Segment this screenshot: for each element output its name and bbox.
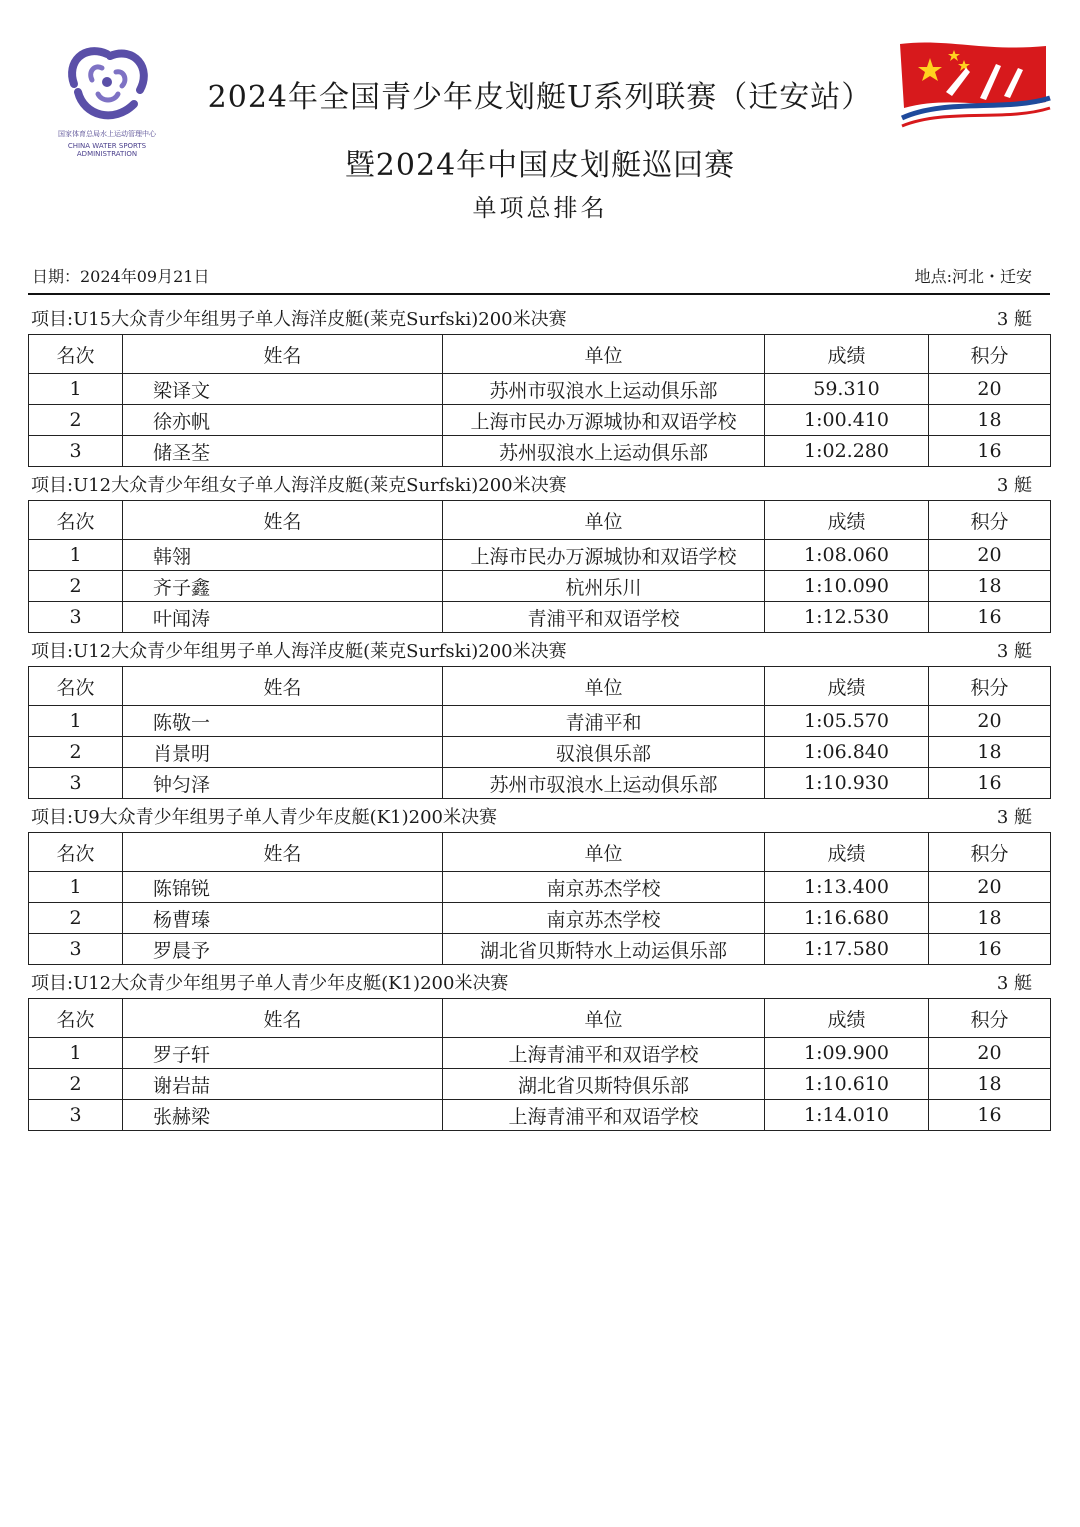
rank-cell: 3 xyxy=(29,768,123,799)
result-cell: 1:14.010 xyxy=(765,1100,929,1131)
event-header xyxy=(28,632,1050,666)
rank-cell: 1 xyxy=(29,872,123,903)
name-cell: 徐亦帆 xyxy=(123,405,443,436)
name-cell: 钟匀泽 xyxy=(123,768,443,799)
logo-caption-cn: 国家体育总局水上运动管理中心 xyxy=(58,130,156,138)
unit-cell: 青浦平和 xyxy=(443,706,765,737)
column-header-rank: 名次 xyxy=(29,501,123,540)
table-row xyxy=(29,872,1051,903)
result-cell: 1:13.400 xyxy=(765,872,929,903)
result-cell: 1:05.570 xyxy=(765,706,929,737)
column-header-rank: 名次 xyxy=(29,667,123,706)
name-cell: 陈敬一 xyxy=(123,706,443,737)
rank-cell: 3 xyxy=(29,934,123,965)
result-cell: 1:02.280 xyxy=(765,436,929,467)
name-cell: 罗子轩 xyxy=(123,1038,443,1069)
rank-cell: 1 xyxy=(29,374,123,405)
name-cell: 肖景明 xyxy=(123,737,443,768)
unit-cell: 南京苏杰学校 xyxy=(443,872,765,903)
event-section xyxy=(28,632,1050,798)
table-header-row xyxy=(29,335,1051,374)
table-header-row xyxy=(29,999,1051,1038)
event-title: 项目:U12大众青少年组男子单人海洋皮艇(莱克Surfski)200米决赛 xyxy=(31,641,567,662)
unit-cell: 杭州乐川 xyxy=(443,571,765,602)
unit-cell: 上海青浦平和双语学校 xyxy=(443,1100,765,1131)
column-header-rank: 名次 xyxy=(29,999,123,1038)
column-header-name: 姓名 xyxy=(123,833,443,872)
table-header-row xyxy=(29,501,1051,540)
name-cell: 张赫梁 xyxy=(123,1100,443,1131)
rank-cell: 3 xyxy=(29,436,123,467)
column-header-points: 积分 xyxy=(929,999,1051,1038)
unit-cell: 驭浪俱乐部 xyxy=(443,737,765,768)
table-row xyxy=(29,571,1051,602)
points-cell: 18 xyxy=(929,571,1051,602)
boat-count: 3 艇 xyxy=(996,641,1032,662)
points-cell: 16 xyxy=(929,934,1051,965)
points-cell: 18 xyxy=(929,1069,1051,1100)
table-row xyxy=(29,706,1051,737)
event-title: 项目:U12大众青少年组男子单人青少年皮艇(K1)200米决赛 xyxy=(31,973,509,994)
unit-cell: 苏州市驭浪水上运动俱乐部 xyxy=(443,374,765,405)
points-cell: 18 xyxy=(929,737,1051,768)
column-header-unit: 单位 xyxy=(443,999,765,1038)
column-header-name: 姓名 xyxy=(123,335,443,374)
points-cell: 20 xyxy=(929,540,1051,571)
column-header-points: 积分 xyxy=(929,667,1051,706)
table-row xyxy=(29,540,1051,571)
column-header-name: 姓名 xyxy=(123,667,443,706)
results-table xyxy=(28,832,1051,965)
rank-cell: 3 xyxy=(29,602,123,633)
name-cell: 韩翎 xyxy=(123,540,443,571)
result-cell: 1:08.060 xyxy=(765,540,929,571)
column-header-unit: 单位 xyxy=(443,667,765,706)
table-row xyxy=(29,602,1051,633)
column-header-points: 积分 xyxy=(929,501,1051,540)
column-header-result: 成绩 xyxy=(765,667,929,706)
table-row xyxy=(29,934,1051,965)
rank-cell: 1 xyxy=(29,706,123,737)
logo-caption-en-1: CHINA WATER SPORTS xyxy=(67,142,147,150)
result-cell: 1:16.680 xyxy=(765,903,929,934)
points-cell: 16 xyxy=(929,1100,1051,1131)
rank-cell: 2 xyxy=(29,903,123,934)
event-section xyxy=(28,300,1050,466)
points-cell: 18 xyxy=(929,903,1051,934)
column-header-rank: 名次 xyxy=(29,335,123,374)
rank-cell: 2 xyxy=(29,405,123,436)
rank-cell: 1 xyxy=(29,540,123,571)
table-row xyxy=(29,1038,1051,1069)
points-cell: 20 xyxy=(929,1038,1051,1069)
name-cell: 齐子鑫 xyxy=(123,571,443,602)
rank-cell: 2 xyxy=(29,737,123,768)
points-cell: 20 xyxy=(929,374,1051,405)
rank-cell: 2 xyxy=(29,1069,123,1100)
header-divider xyxy=(28,293,1050,295)
result-cell: 1:06.840 xyxy=(765,737,929,768)
table-row xyxy=(29,405,1051,436)
unit-cell: 南京苏杰学校 xyxy=(443,903,765,934)
table-row xyxy=(29,737,1051,768)
unit-cell: 上海青浦平和双语学校 xyxy=(443,1038,765,1069)
column-header-result: 成绩 xyxy=(765,501,929,540)
results-table xyxy=(28,334,1051,467)
name-cell: 谢岩喆 xyxy=(123,1069,443,1100)
table-row xyxy=(29,1100,1051,1131)
name-cell: 杨曹瑧 xyxy=(123,903,443,934)
logo-caption-en-2: ADMINISTRATION xyxy=(76,150,138,158)
unit-cell: 湖北省贝斯特俱乐部 xyxy=(443,1069,765,1100)
event-title: 项目:U15大众青少年组男子单人海洋皮艇(莱克Surfski)200米决赛 xyxy=(31,309,567,330)
points-cell: 16 xyxy=(929,602,1051,633)
points-cell: 16 xyxy=(929,436,1051,467)
result-cell: 1:09.900 xyxy=(765,1038,929,1069)
event-title: 项目:U12大众青少年组女子单人海洋皮艇(莱克Surfski)200米决赛 xyxy=(31,475,567,496)
name-cell: 罗晨予 xyxy=(123,934,443,965)
event-section xyxy=(28,964,1050,1130)
unit-cell: 湖北省贝斯特水上动运俱乐部 xyxy=(443,934,765,965)
table-row xyxy=(29,436,1051,467)
name-cell: 叶闻涛 xyxy=(123,602,443,633)
result-cell: 1:10.930 xyxy=(765,768,929,799)
event-header xyxy=(28,300,1050,334)
points-cell: 16 xyxy=(929,768,1051,799)
name-cell: 储圣荃 xyxy=(123,436,443,467)
table-row xyxy=(29,903,1051,934)
column-header-points: 积分 xyxy=(929,335,1051,374)
boat-count: 3 艇 xyxy=(996,475,1032,496)
results-table xyxy=(28,500,1051,633)
boat-count: 3 艇 xyxy=(996,973,1032,994)
boat-count: 3 艇 xyxy=(996,309,1032,330)
result-cell: 1:00.410 xyxy=(765,405,929,436)
page-title-line2: 暨2024年中国皮划艇巡回赛 xyxy=(344,148,736,183)
rank-cell: 3 xyxy=(29,1100,123,1131)
result-cell: 1:17.580 xyxy=(765,934,929,965)
column-header-rank: 名次 xyxy=(29,833,123,872)
column-header-result: 成绩 xyxy=(765,335,929,374)
result-cell: 1:10.090 xyxy=(765,571,929,602)
page-title: 2024年全国青少年皮划艇U系列联赛（迁安站） xyxy=(207,80,873,115)
unit-cell: 苏州市驭浪水上运动俱乐部 xyxy=(443,768,765,799)
results-table xyxy=(28,998,1051,1131)
column-header-unit: 单位 xyxy=(443,833,765,872)
name-cell: 陈锦锐 xyxy=(123,872,443,903)
table-row xyxy=(29,374,1051,405)
result-cell: 59.310 xyxy=(765,374,929,405)
event-section xyxy=(28,798,1050,964)
event-header xyxy=(28,466,1050,500)
results-list xyxy=(28,300,1050,1130)
rank-cell: 2 xyxy=(29,571,123,602)
table-header-row xyxy=(29,833,1051,872)
column-header-name: 姓名 xyxy=(123,999,443,1038)
result-cell: 1:12.530 xyxy=(765,602,929,633)
event-title: 项目:U9大众青少年组男子单人青少年皮艇(K1)200米决赛 xyxy=(31,807,497,828)
unit-cell: 上海市民办万源城协和双语学校 xyxy=(443,540,765,571)
rank-cell: 1 xyxy=(29,1038,123,1069)
column-header-result: 成绩 xyxy=(765,833,929,872)
event-section xyxy=(28,466,1050,632)
column-header-result: 成绩 xyxy=(765,999,929,1038)
results-table xyxy=(28,666,1051,799)
points-cell: 20 xyxy=(929,706,1051,737)
event-header xyxy=(28,798,1050,832)
unit-cell: 青浦平和双语学校 xyxy=(443,602,765,633)
name-cell: 梁译文 xyxy=(123,374,443,405)
points-cell: 20 xyxy=(929,872,1051,903)
column-header-points: 积分 xyxy=(929,833,1051,872)
result-cell: 1:10.610 xyxy=(765,1069,929,1100)
points-cell: 18 xyxy=(929,405,1051,436)
page-subtitle: 单项总排名 xyxy=(472,194,608,222)
table-header-row xyxy=(29,667,1051,706)
event-venue: 地点:河北・迁安 xyxy=(914,267,1032,286)
event-header xyxy=(28,964,1050,998)
column-header-unit: 单位 xyxy=(443,501,765,540)
table-row xyxy=(29,1069,1051,1100)
boat-count: 3 艇 xyxy=(996,807,1032,828)
unit-cell: 苏州驭浪水上运动俱乐部 xyxy=(443,436,765,467)
unit-cell: 上海市民办万源城协和双语学校 xyxy=(443,405,765,436)
event-date: 日期：2024年09月21日 xyxy=(32,267,210,286)
column-header-unit: 单位 xyxy=(443,335,765,374)
column-header-name: 姓名 xyxy=(123,501,443,540)
table-row xyxy=(29,768,1051,799)
